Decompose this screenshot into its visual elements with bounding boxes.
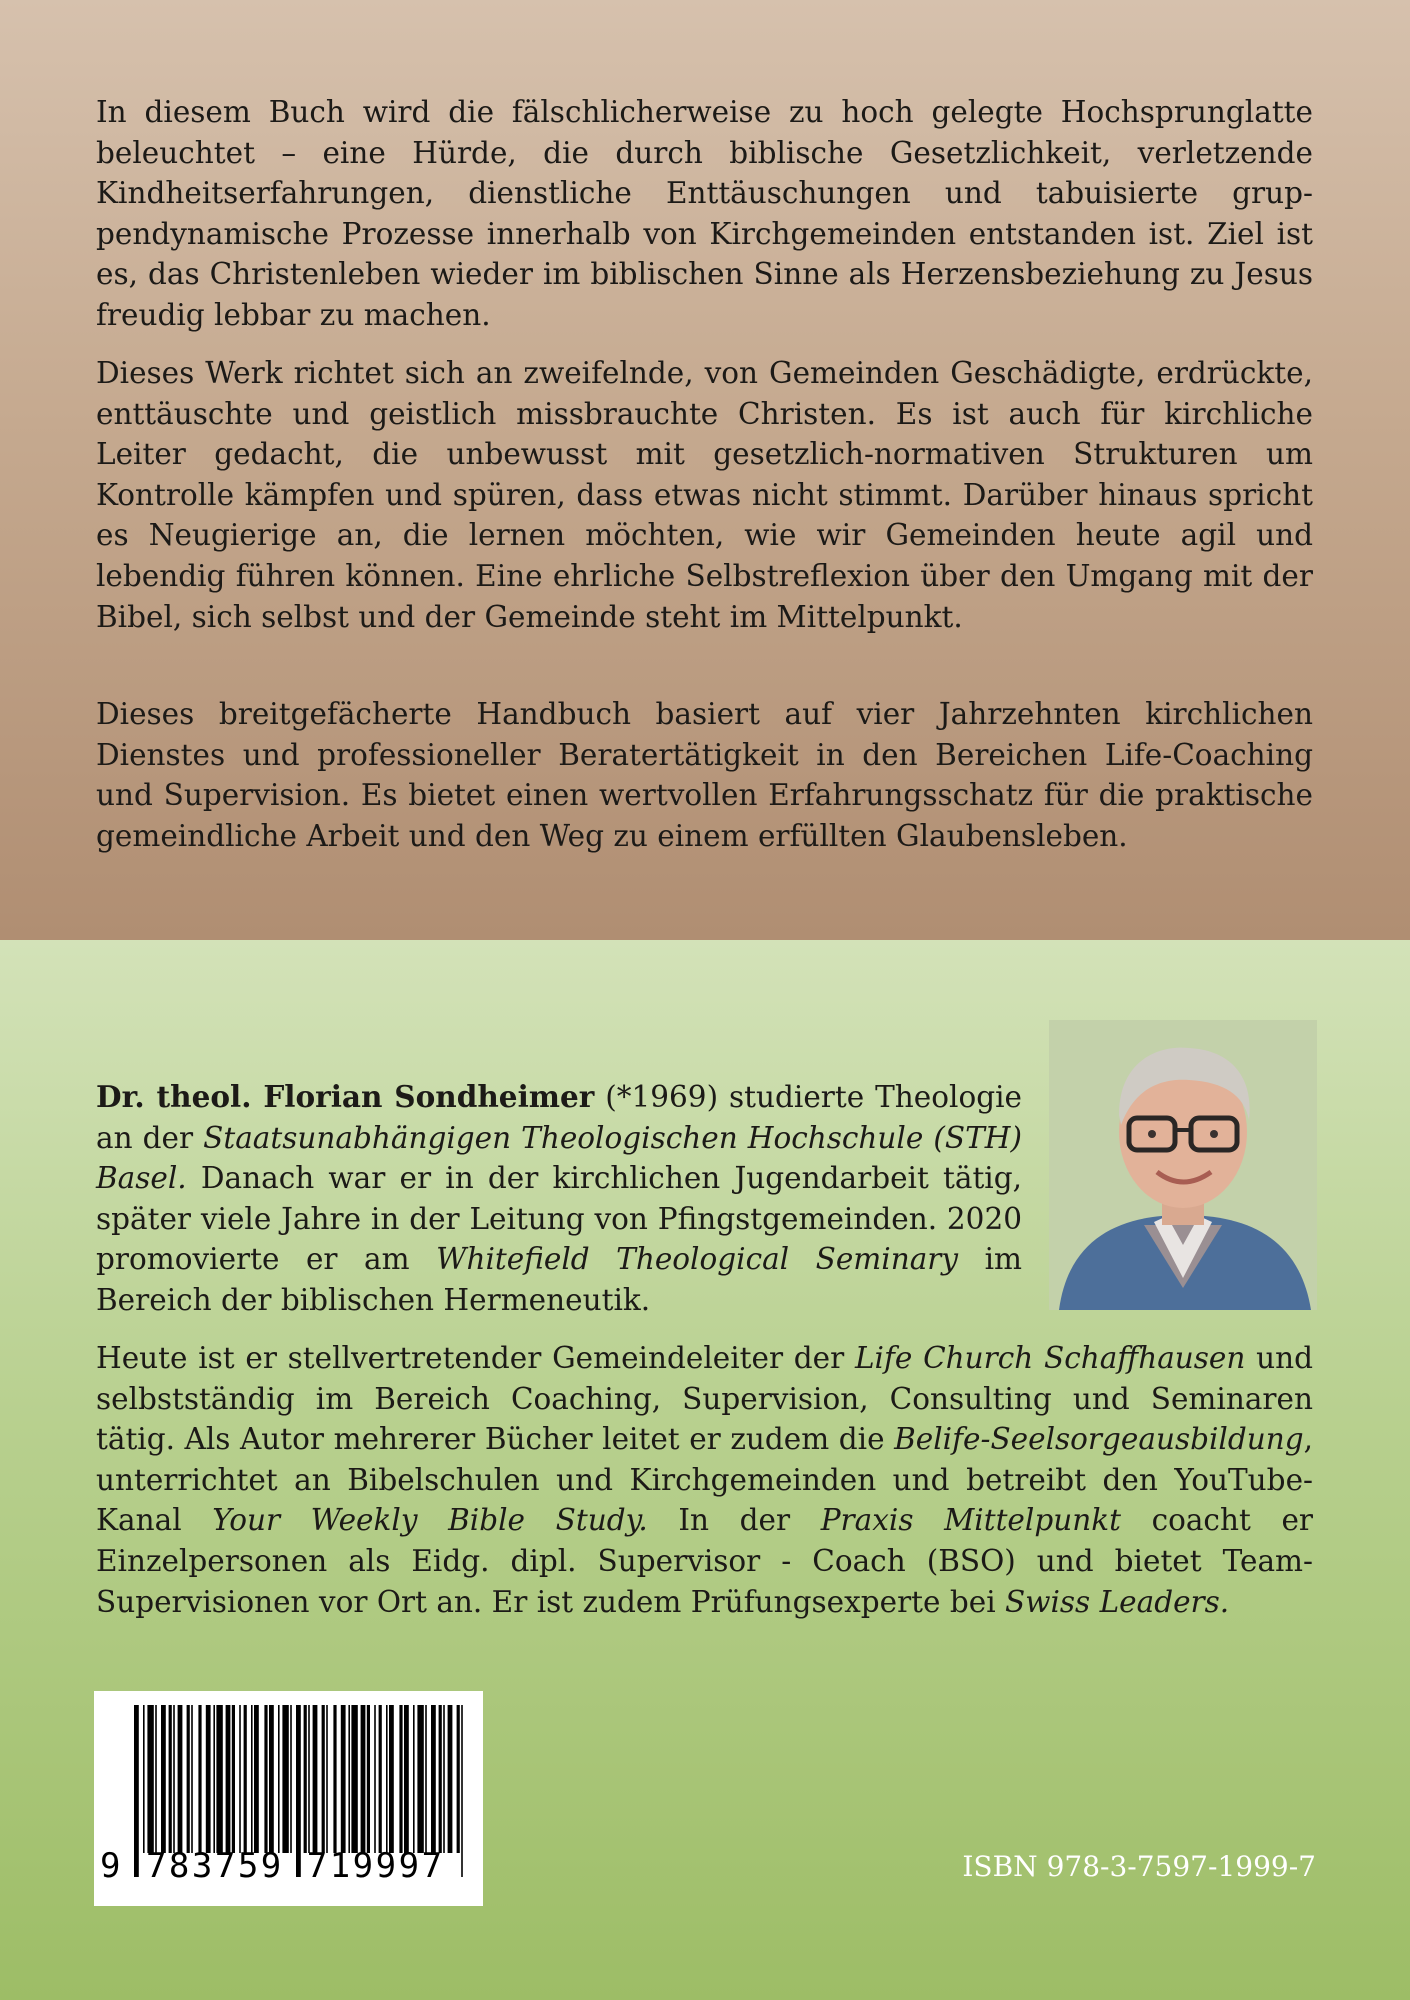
church-name: Life Church Schaffhausen	[854, 1341, 1246, 1375]
practice-name: Praxis Mittelpunkt	[820, 1503, 1121, 1538]
bio-text: coacht er Einzelpersonen als Eidg. dipl. Supervisor - Coach (BSO) und bietet Team-Supervisionen vor Ort an. Er ist zudem Prüfungsexperte bei	[96, 1503, 1313, 1619]
bio-text: , unterrichtet an Bibelschulen und Kirchgemeinden und betreibt den YouTube-Kanal	[96, 1422, 1313, 1538]
bio-text: Danach war er in der kirchlichen Jugendarbeit tätig, später viele Jahre in der Leitung von Pfingstgemeinden. 2020 promovierte er am	[96, 1161, 1022, 1277]
description-panel	[0, 0, 1410, 940]
author-name: Dr. theol. Florian Sondheimer	[96, 1079, 595, 1114]
description-paragraph-2: Dieses Werk richtet sich an zweifelnde, von Gemeinden Geschädigte, erdrückte, enttäuschte und geistlich missbrauchte Christen. Es ist auch für kirchliche Leiter gedacht, die unbewusst mit gesetzlich-normativen Strukturen um Kontrolle kämpfen und spüren, dass etwas nicht stimmt. Darüber hinaus spricht es Neugierige an, die lernen möchten, wie wir Gemeinden heute agil und lebendig führen können. Eine ehrliche Selbstreflexion über den Umgang mit der Bibel, sich selbst und der Gemeinde steht im Mittelpunkt.	[96, 356, 1313, 634]
author-photo	[1049, 1020, 1317, 1310]
bio-text: Heute ist er stellvertretender Gemeindeleiter der	[96, 1341, 855, 1375]
author-bio-paragraph-2	[96, 1338, 1313, 1622]
swiss-leaders: Swiss Leaders.	[1005, 1584, 1230, 1619]
author-portrait-illustration	[1049, 1020, 1317, 1310]
description-paragraph-3: Dieses breitgefächerte Handbuch basiert auf vier Jahrzehnten kirchlichen Dienstes und professioneller Beratertätigkeit in den Bereichen Life-Coaching und Supervision. Es bietet einen wertvollen Erfahrungsschatz für die praktische gemeindliche Arbeit und den Weg zu einem erfüllten Glaubensleben.	[96, 697, 1313, 853]
description-paragraph-1: In diesem Buch wird die fälschlicherweise zu hoch gelegte Hochsprunglatte beleuchtet – eine Hürde, die durch biblische Gesetzlichkeit, verletzende Kindheitserfahrungen, dienstliche Enttäuschungen und tabuisierte gruppendynamische Prozesse innerhalb von Kirchgemeinden entstanden ist. Ziel ist es, das Christenleben wieder im biblischen Sinne als Herzensbeziehung zu Jesus freudig lebbar zu machen.	[96, 95, 1313, 332]
seminary-name: Whitefield Theological Seminary	[436, 1242, 959, 1277]
isbn-label: ISBN 978-3-7597-1999-7	[962, 1850, 1316, 1883]
bio-text: im Bereich der biblischen Hermeneutik.	[96, 1242, 1022, 1317]
belife-program: Belife-Seelsorgeausbildung	[894, 1422, 1304, 1457]
barcode	[94, 1691, 483, 1906]
bio-text: In der	[647, 1503, 821, 1538]
bio-text: (*1969) studierte Theologie an der	[96, 1080, 1023, 1155]
youtube-channel: Your Weekly Bible Study.	[212, 1503, 648, 1538]
author-bio-paragraph-1	[96, 1077, 1022, 1321]
bio-text: und selbstständig im Bereich Coaching, Supervision, Consulting und Seminaren tätig. Als Autor mehrerer Bücher leitet er zudem die	[96, 1341, 1313, 1457]
school-name: Staatsunabhängigen Theologischen Hochschule (STH) Basel.	[96, 1120, 1022, 1196]
barcode-digits: 9 783759 719997	[100, 1846, 445, 1886]
